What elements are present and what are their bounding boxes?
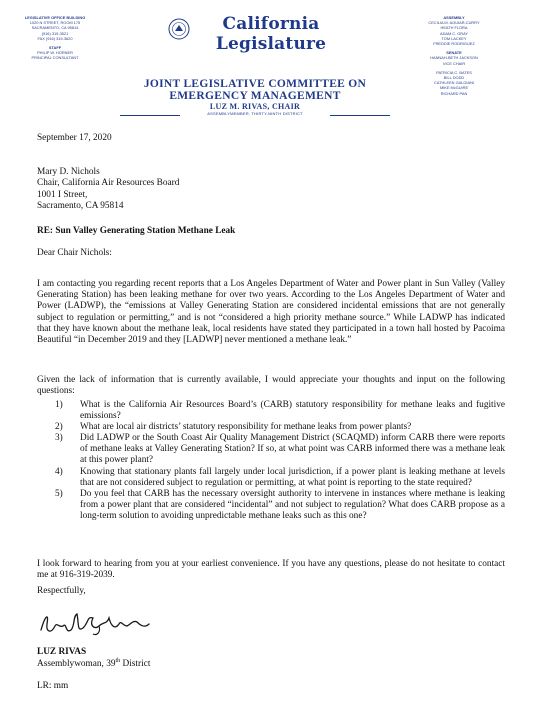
committee-name-line1: JOINT LEGISLATIVE COMMITTEE ON — [143, 78, 367, 90]
recipient-city: Sacramento, CA 95814 — [37, 200, 124, 211]
assembly-member: TOM LACKEY — [441, 35, 467, 41]
office-title: LEGISLATIVE OFFICE BUILDING — [24, 15, 86, 20]
letterhead-rule-left — [120, 115, 180, 116]
assembly-member: HEATH FLORA — [440, 25, 468, 31]
recipient-address — [37, 167, 179, 212]
letterhead-members-block — [395, 15, 513, 96]
staff-label: STAFF — [48, 45, 62, 51]
question-number: 5) — [55, 488, 63, 499]
recipient-name: Mary D. Nichols — [37, 167, 100, 177]
assembly-member: ADAM C. GRAY — [439, 30, 469, 36]
senate-member: CATHLEEN GALGIANI — [434, 80, 474, 86]
senate-member: PATRICIA C. BATES — [436, 69, 472, 75]
letter-date: September 17, 2020 — [37, 133, 112, 143]
paragraph-1: I am contacting you regarding recent reports that a Los Angeles Department of Water and Power plant in Sun Valley (Valley Generating Station) has been leaking methane for over two years. According to the Los Angeles Department of Water and Power (LADWP), the “emissions at Valley Generating Station are considered incidental emissions that are not generally subject to regulation or permitting,” and is not “considered a high priority methane source.” While LADWP has indicated that they have known about the methane leak, local residents have stated they participated in a town hall hosted by Pacoima Beautiful “in December 2019 and they [LADWP] never mentioned a methane leak.” — [37, 279, 505, 345]
question-text: What is the California Air Resources Board’s (CARB) statutory responsibility for methane leaks and fugitive emissions? — [80, 400, 505, 422]
recipient-street: 1001 I Street, — [37, 189, 88, 200]
handwritten-signature — [37, 604, 177, 640]
question-number: 4) — [55, 466, 63, 477]
recipient-title: Chair, California Air Resources Board — [37, 178, 180, 189]
salutation: Dear Chair Nichols: — [37, 248, 112, 258]
committee-chair: LUZ M. RIVAS, CHAIR — [209, 102, 301, 111]
senate-label: SENATE — [446, 50, 462, 56]
committee-block — [120, 78, 390, 117]
assembly-member: FREDDIE RODRIGUEZ — [433, 41, 475, 47]
question-text: Knowing that stationary plants fall largely under local jurisdiction, if a power plant is leaking methane at levels that are not considered subject to regulation or permitting, at what point is reporting to the state required? — [80, 466, 505, 488]
paragraph-3: I look forward to hearing from you at your earliest convenience. If you have any questions, please do not hesitate to contact me at 916-319-2039. — [37, 559, 505, 581]
letterhead-title: California Legislature — [215, 14, 327, 54]
question-list — [55, 400, 505, 522]
staff-name: PHILIP W. HORNER — [37, 50, 73, 56]
signer-title-sup: th — [115, 658, 121, 664]
question-number: 2) — [55, 422, 63, 433]
vice-chair-name: HANNAH-BETH JACKSON — [430, 55, 478, 61]
question-text: Do you feel that CARB has the necessary oversight authority to intervene in instances where methane is leaking from a power plant that are considered “incidental” and not subject to regulation? What does CARB propose as a long-term solution to avoiding unpredictable methane leaks such as this one? — [80, 488, 505, 521]
question-number: 3) — [55, 433, 63, 444]
question-text: Did LADWP or the South Coast Air Quality Management District (SCAQMD) inform CARB there were reports of methane leaks at Valley Generating Station? If so, at what point was CARB informed there was a methane leak at this power plant? — [80, 433, 505, 466]
office-address-line2: SACRAMENTO, CA 95814 — [31, 25, 79, 31]
assembly-label: ASSEMBLY — [443, 15, 465, 20]
office-fax: FAX (916) 319-3620 — [37, 35, 73, 41]
question-item — [55, 422, 505, 433]
question-item — [55, 467, 505, 489]
signer-title-prefix: Assemblywoman, 39 — [37, 659, 116, 670]
question-number: 1) — [55, 400, 63, 410]
closing: Respectfully, — [37, 586, 86, 596]
office-address-line1: 1020 N STREET, ROOM 175 — [29, 20, 81, 26]
staff-role: PRINCIPAL CONSULTANT — [31, 55, 79, 61]
signer-title-suffix: District — [120, 659, 151, 670]
senate-member: BILL DODD — [443, 75, 465, 81]
question-text: What are local air districts’ statutory responsibility for methane leaks from power plants? — [80, 422, 412, 433]
senate-member: MIKE McGUIRE — [439, 85, 469, 91]
subject-line: RE: Sun Valley Generating Station Methane Leak — [37, 226, 236, 236]
question-item — [55, 400, 505, 422]
letterhead-rule-right — [330, 115, 390, 116]
committee-name-line2: EMERGENCY MANAGEMENT — [169, 90, 341, 102]
signer-name: LUZ RIVAS — [37, 647, 87, 657]
question-item — [55, 489, 505, 522]
typist-initials: LR: mm — [37, 681, 69, 691]
assembly-member: CECILIA M. AGUIAR-CURRY — [428, 20, 480, 26]
vice-chair-label: VICE CHAIR — [442, 60, 466, 66]
committee-district: ASSEMBLYMEMBER, THIRTY-NINTH DISTRICT — [207, 111, 303, 116]
paragraph-2: Given the lack of information that is currently available, I would appreciate your thoughts and input on the following questions: — [37, 375, 505, 397]
senate-member: RICHARD PAN — [440, 90, 468, 96]
question-item — [55, 433, 505, 466]
office-phone: (916) 319-3521 — [41, 30, 69, 36]
letterhead-office-block — [4, 15, 106, 61]
signer-title — [37, 658, 150, 669]
